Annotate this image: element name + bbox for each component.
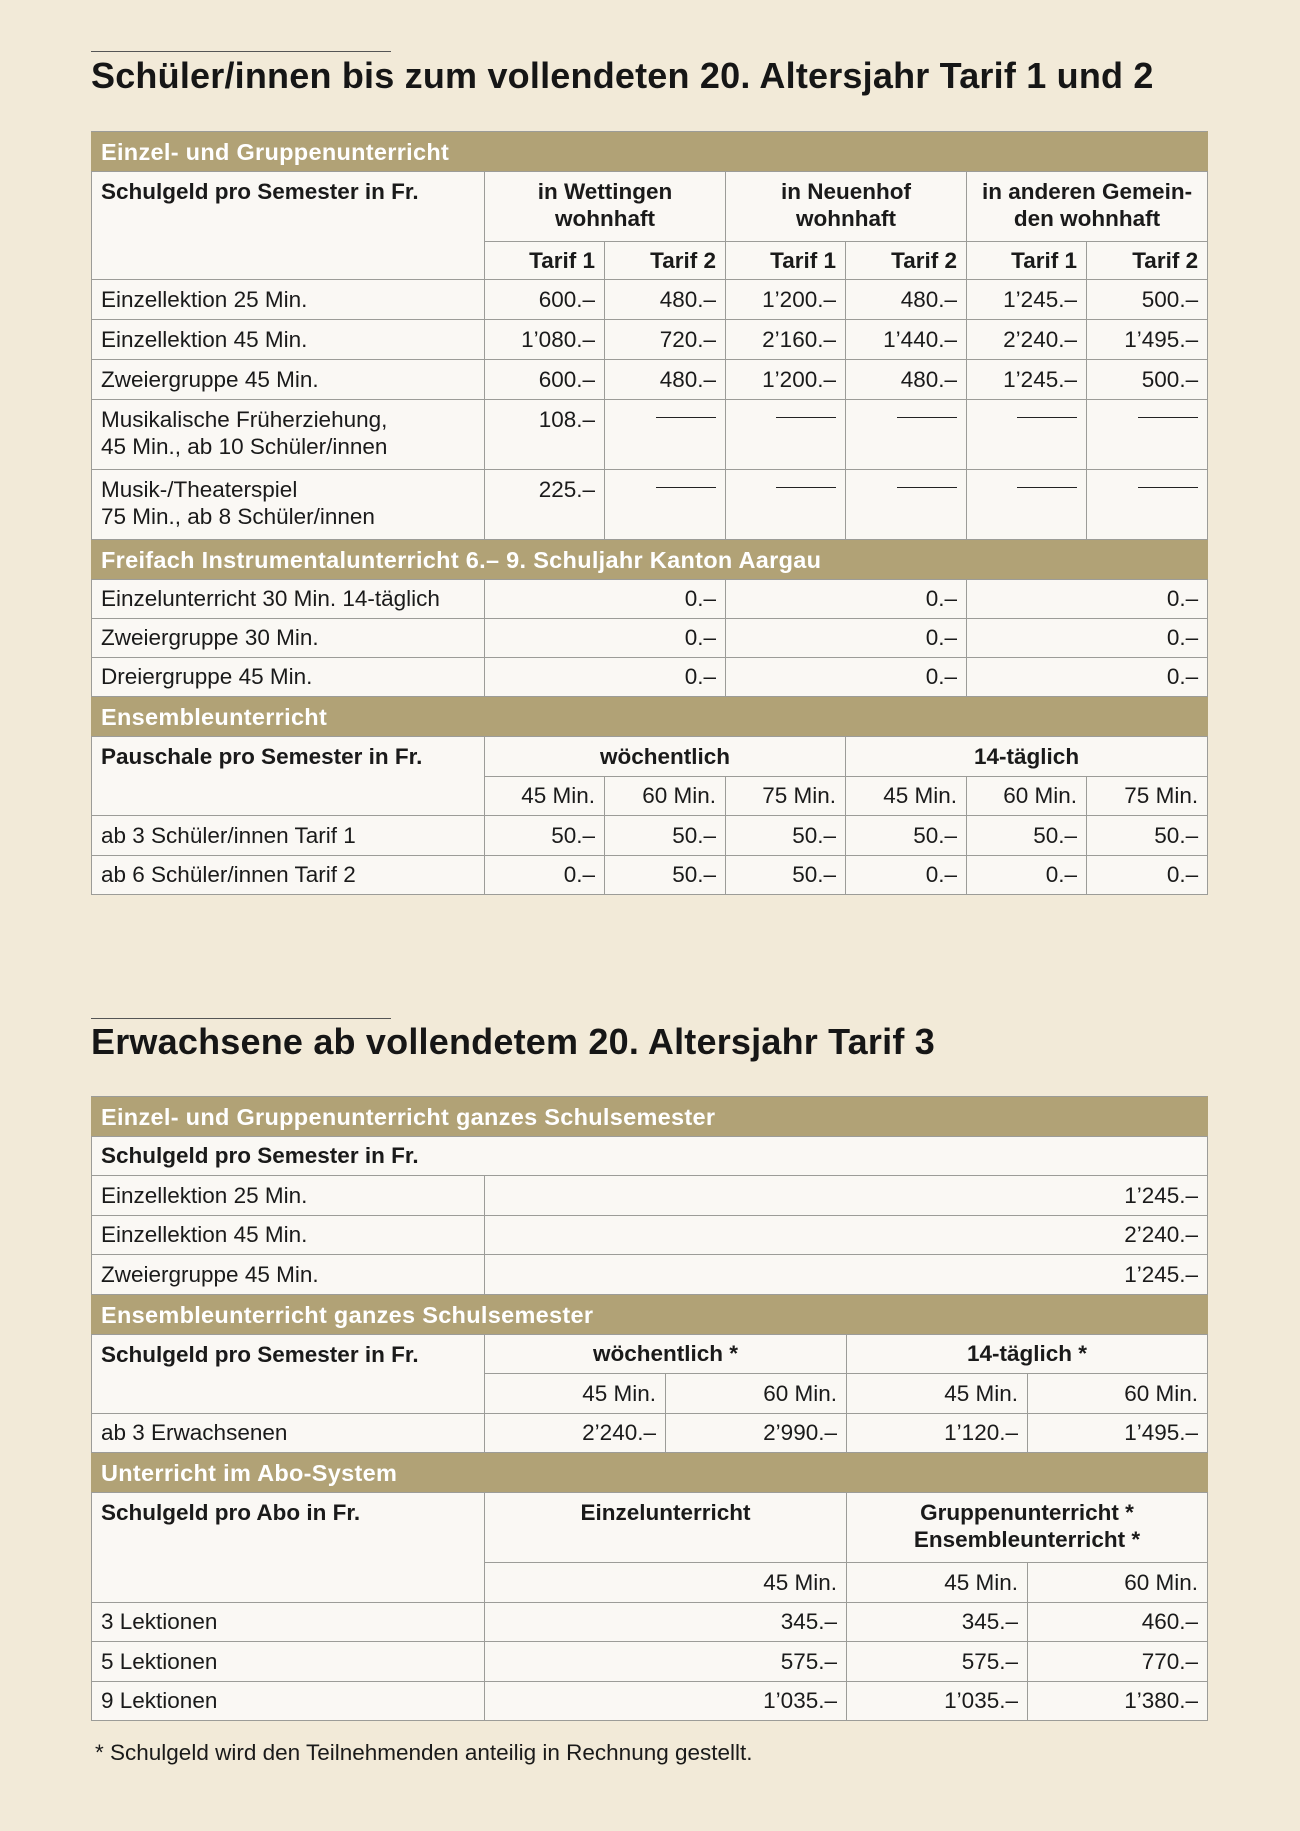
empty-dash bbox=[605, 470, 726, 540]
table-row bbox=[92, 1682, 1208, 1721]
duration-header: 45 Min. bbox=[485, 1374, 666, 1414]
price-cell: 1’380.– bbox=[1028, 1682, 1208, 1721]
duration-header: 60 Min. bbox=[605, 777, 726, 816]
price-cell: 600.– bbox=[485, 360, 605, 400]
table-row bbox=[92, 856, 1208, 895]
empty-dash bbox=[846, 400, 967, 470]
table-row bbox=[92, 470, 1208, 540]
price-cell: 50.– bbox=[726, 816, 846, 856]
price-cell: 0.– bbox=[967, 580, 1208, 619]
price-cell: 2’990.– bbox=[666, 1414, 847, 1453]
empty-dash bbox=[605, 400, 726, 470]
price-cell: 1’080.– bbox=[485, 320, 605, 360]
row-label: 3 Lektionen bbox=[92, 1603, 485, 1642]
price-cell: 1’035.– bbox=[847, 1682, 1028, 1721]
price-cell: 50.– bbox=[967, 816, 1087, 856]
footnote: * Schulgeld wird den Teilnehmenden anteilig in Rechnung gestellt. bbox=[95, 1740, 753, 1765]
empty-dash bbox=[846, 470, 967, 540]
group-einzelunterricht: Einzelunterricht bbox=[485, 1493, 847, 1563]
price-cell: 720.– bbox=[605, 320, 726, 360]
group-woechentlich: wöchentlich * bbox=[485, 1335, 847, 1374]
table-row bbox=[92, 1216, 1208, 1255]
price-cell: 225.– bbox=[485, 470, 605, 540]
empty-dash bbox=[967, 470, 1087, 540]
table-row bbox=[92, 619, 1208, 658]
duration-header: 45 Min. bbox=[846, 777, 967, 816]
price-cell: 1’440.– bbox=[846, 320, 967, 360]
price-cell: 0.– bbox=[726, 619, 967, 658]
price-cell: 0.– bbox=[726, 580, 967, 619]
empty-dash bbox=[967, 400, 1087, 470]
table-row bbox=[92, 360, 1208, 400]
price-cell: 575.– bbox=[485, 1642, 847, 1682]
tarif-header: Tarif 1 bbox=[967, 242, 1087, 280]
group-neuenhof: in Neuenhof wohnhaft bbox=[726, 172, 967, 242]
group-woechentlich: wöchentlich bbox=[485, 737, 846, 777]
price-cell: 50.– bbox=[726, 856, 846, 895]
schulgeld-label: Schulgeld pro Semester in Fr. bbox=[92, 1335, 485, 1414]
group-gruppenunterricht: Gruppenunterricht * Ensembleunterricht * bbox=[847, 1493, 1208, 1563]
table-row bbox=[92, 1255, 1208, 1295]
row-label: Einzellektion 45 Min. bbox=[92, 320, 485, 360]
price-cell: 0.– bbox=[726, 658, 967, 697]
row-label: Einzellektion 45 Min. bbox=[92, 1216, 485, 1255]
freifach-header: Freifach Instrumentalunterricht 6.– 9. Schuljahr Kanton Aargau bbox=[92, 540, 1208, 580]
price-cell: 345.– bbox=[485, 1603, 847, 1642]
schulgeld-label: Schulgeld pro Semester in Fr. bbox=[92, 1137, 1208, 1176]
price-cell: 1’200.– bbox=[726, 360, 846, 400]
tarif-header: Tarif 1 bbox=[485, 242, 605, 280]
duration-header: 45 Min. bbox=[485, 1563, 847, 1603]
price-cell: 1’245.– bbox=[485, 1255, 1208, 1295]
abo-header: Unterricht im Abo-System bbox=[92, 1453, 1208, 1493]
section-2-rule bbox=[91, 1018, 391, 1019]
group-wettingen: in Wettingen wohnhaft bbox=[485, 172, 726, 242]
table-row bbox=[92, 1176, 1208, 1216]
price-cell: 480.– bbox=[605, 360, 726, 400]
group-14-taeglich: 14-täglich * bbox=[847, 1335, 1208, 1374]
price-cell: 480.– bbox=[846, 360, 967, 400]
price-cell: 108.– bbox=[485, 400, 605, 470]
table-row bbox=[92, 658, 1208, 697]
table-row bbox=[92, 280, 1208, 320]
price-cell: 480.– bbox=[846, 280, 967, 320]
price-cell: 770.– bbox=[1028, 1642, 1208, 1682]
price-cell: 50.– bbox=[605, 856, 726, 895]
table-row bbox=[92, 580, 1208, 619]
table-row bbox=[92, 1414, 1208, 1453]
price-cell: 460.– bbox=[1028, 1603, 1208, 1642]
duration-header: 60 Min. bbox=[967, 777, 1087, 816]
price-cell: 0.– bbox=[846, 856, 967, 895]
row-label: Musikalische Früherziehung, 45 Min., ab 10 Schüler/innen bbox=[92, 400, 485, 470]
row-label: ab 3 Schüler/innen Tarif 1 bbox=[92, 816, 485, 856]
price-cell: 50.– bbox=[1087, 816, 1208, 856]
table-row bbox=[92, 320, 1208, 360]
price-cell: 1’245.– bbox=[967, 280, 1087, 320]
duration-header: 75 Min. bbox=[1087, 777, 1208, 816]
price-cell: 2’160.– bbox=[726, 320, 846, 360]
price-cell: 0.– bbox=[967, 856, 1087, 895]
price-cell: 50.– bbox=[846, 816, 967, 856]
price-cell: 0.– bbox=[485, 619, 726, 658]
price-cell: 1’495.– bbox=[1028, 1414, 1208, 1453]
price-cell: 0.– bbox=[485, 658, 726, 697]
section-1-rule bbox=[91, 51, 391, 52]
pauschale-label: Pauschale pro Semester in Fr. bbox=[92, 737, 485, 816]
row-label: 5 Lektionen bbox=[92, 1642, 485, 1682]
price-cell: 0.– bbox=[485, 856, 605, 895]
price-cell: 0.– bbox=[967, 658, 1208, 697]
empty-dash bbox=[1087, 400, 1208, 470]
row-label: 9 Lektionen bbox=[92, 1682, 485, 1721]
price-cell: 50.– bbox=[485, 816, 605, 856]
duration-header: 60 Min. bbox=[1028, 1374, 1208, 1414]
tarif-header: Tarif 2 bbox=[846, 242, 967, 280]
price-cell: 600.– bbox=[485, 280, 605, 320]
price-cell: 1’245.– bbox=[485, 1176, 1208, 1216]
price-cell: 2’240.– bbox=[485, 1414, 666, 1453]
price-cell: 1’035.– bbox=[485, 1682, 847, 1721]
row-label: ab 3 Erwachsenen bbox=[92, 1414, 485, 1453]
erwachsene-einzel-header: Einzel- und Gruppenunterricht ganzes Schulsemester bbox=[92, 1097, 1208, 1137]
price-cell: 575.– bbox=[847, 1642, 1028, 1682]
table-row bbox=[92, 400, 1208, 470]
price-cell: 1’200.– bbox=[726, 280, 846, 320]
table-row bbox=[92, 1642, 1208, 1682]
price-cell: 0.– bbox=[485, 580, 726, 619]
price-cell: 0.– bbox=[1087, 856, 1208, 895]
row-label: Dreiergruppe 45 Min. bbox=[92, 658, 485, 697]
empty-dash bbox=[726, 400, 846, 470]
table-row bbox=[92, 816, 1208, 856]
price-cell: 2’240.– bbox=[485, 1216, 1208, 1255]
tarif-header: Tarif 2 bbox=[1087, 242, 1208, 280]
row-label: Einzellektion 25 Min. bbox=[92, 1176, 485, 1216]
tarif-header: Tarif 1 bbox=[726, 242, 846, 280]
price-cell: 1’495.– bbox=[1087, 320, 1208, 360]
price-cell: 500.– bbox=[1087, 360, 1208, 400]
erwachsene-ensemble-header: Ensembleunterricht ganzes Schulsemester bbox=[92, 1295, 1208, 1335]
empty-dash bbox=[726, 470, 846, 540]
ensemble-header: Ensembleunterricht bbox=[92, 697, 1208, 737]
duration-header: 75 Min. bbox=[726, 777, 846, 816]
table-row bbox=[92, 1603, 1208, 1642]
duration-header: 45 Min. bbox=[847, 1374, 1028, 1414]
duration-header: 60 Min. bbox=[666, 1374, 847, 1414]
schueler-table bbox=[91, 131, 1208, 895]
group-andere-gemeinden: in anderen Gemein- den wohnhaft bbox=[967, 172, 1208, 242]
duration-header: 45 Min. bbox=[847, 1563, 1028, 1603]
duration-header: 45 Min. bbox=[485, 777, 605, 816]
abo-label: Schulgeld pro Abo in Fr. bbox=[92, 1493, 485, 1603]
einzel-gruppen-header: Einzel- und Gruppenunterricht bbox=[92, 132, 1208, 172]
row-label: Zweiergruppe 45 Min. bbox=[92, 360, 485, 400]
row-label: Zweiergruppe 45 Min. bbox=[92, 1255, 485, 1295]
price-cell: 1’120.– bbox=[847, 1414, 1028, 1453]
price-cell: 1’245.– bbox=[967, 360, 1087, 400]
group-14-taeglich: 14-täglich bbox=[846, 737, 1208, 777]
schulgeld-label: Schulgeld pro Semester in Fr. bbox=[92, 172, 485, 280]
price-cell: 480.– bbox=[605, 280, 726, 320]
row-label: Einzellektion 25 Min. bbox=[92, 280, 485, 320]
row-label: Musik-/Theaterspiel 75 Min., ab 8 Schüler/innen bbox=[92, 470, 485, 540]
row-label: Einzelunterricht 30 Min. 14-täglich bbox=[92, 580, 485, 619]
row-label: Zweiergruppe 30 Min. bbox=[92, 619, 485, 658]
price-cell: 0.– bbox=[967, 619, 1208, 658]
tarif-header: Tarif 2 bbox=[605, 242, 726, 280]
price-cell: 345.– bbox=[847, 1603, 1028, 1642]
price-cell: 2’240.– bbox=[967, 320, 1087, 360]
section-1-title: Schüler/innen bis zum vollendeten 20. Altersjahr Tarif 1 und 2 bbox=[91, 55, 1154, 96]
empty-dash bbox=[1087, 470, 1208, 540]
section-2-title: Erwachsene ab vollendetem 20. Altersjahr Tarif 3 bbox=[91, 1021, 935, 1062]
price-cell: 500.– bbox=[1087, 280, 1208, 320]
row-label: ab 6 Schüler/innen Tarif 2 bbox=[92, 856, 485, 895]
erwachsene-table bbox=[91, 1096, 1208, 1721]
price-cell: 50.– bbox=[605, 816, 726, 856]
duration-header: 60 Min. bbox=[1028, 1563, 1208, 1603]
